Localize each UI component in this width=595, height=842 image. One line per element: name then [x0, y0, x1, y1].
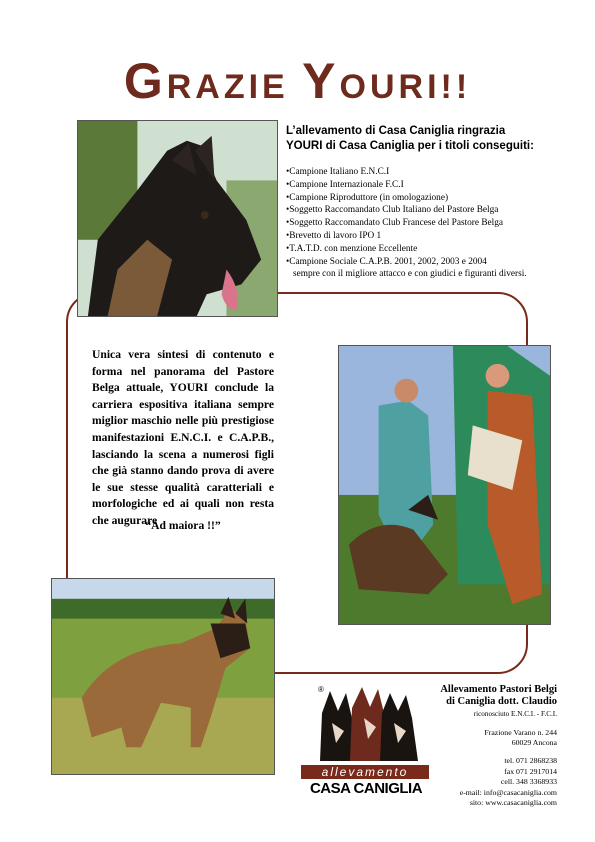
contact-block: [357, 684, 557, 809]
address-line-1: Frazione Varano n. 244: [484, 728, 557, 737]
title-initial-g: G: [123, 53, 167, 109]
list-item: • Brevetto di lavoro IPO 1: [286, 230, 586, 243]
title-initial-y: Y: [302, 53, 340, 109]
list-item: • Soggetto Raccomandato Club Francese del Pastore Belga: [286, 217, 586, 230]
list-item: • Campione Sociale C.A.P.B. 2001, 2002, 2003 e 2004: [286, 256, 586, 269]
intro-line-2: YOURI di Casa Caniglia per i titoli conseguiti:: [286, 140, 534, 152]
titles-list: [286, 166, 586, 281]
dog-head-photo: [77, 120, 278, 317]
phone-number: tel. 071 2868238: [504, 756, 557, 765]
tribute-closing: “Ad maiora !!”: [145, 519, 221, 532]
list-item: • T.A.T.D. con menzione Eccellente: [286, 243, 586, 256]
logo-banner: allevamento: [301, 765, 429, 779]
page-title: [0, 52, 595, 110]
list-item: • Campione Internazionale F.C.I: [286, 179, 586, 192]
list-item: • Campione Riproduttore (in omologazione): [286, 192, 586, 205]
website-link[interactable]: sito: www.casacaniglia.com: [469, 798, 557, 807]
tribute-paragraph: Unica vera sintesi di contenuto e forma nel panorama del Pastore Belga attuale, YOURI conclude la carriera espositiva italiana sempre miglior maschio nelle più prestigiose manifestazioni E.N.C.I. e C.A.P.B., lasciando la scena a numerosi figli che già stanno dando prova di avere le sue stesse qualità caratteriali e morfologiche ed ai quali non resta che augurare: [92, 348, 274, 527]
intro-line-1: L’allevamento di Casa Caniglia ringrazia: [286, 125, 506, 137]
org-name-line-2: di Caniglia dott. Claudio: [446, 696, 557, 707]
email-address[interactable]: e-mail: info@casacaniglia.com: [459, 787, 557, 797]
logo-name: CASA CANIGLIA: [309, 780, 423, 797]
recognition-text: riconosciuto E.N.C.I. - F.C.I.: [473, 710, 557, 718]
handlers-with-dog-photo: [338, 345, 551, 625]
address-line-2: 60029 Ancona: [511, 738, 557, 747]
list-item-continuation: sempre con il migliore attacco e con giudici e figuranti diversi.: [293, 269, 527, 280]
cell-number: cell. 348 3368933: [500, 777, 557, 786]
list-item: • Campione Italiano E.N.C.I: [286, 166, 586, 179]
dog-in-field-photo: [51, 578, 275, 775]
title-word-youri: OURI!!: [339, 68, 472, 106]
intro-text: [286, 124, 576, 154]
title-word-razie: RAZIE: [166, 68, 289, 106]
org-name-line-1: Allevamento Pastori Belgi: [440, 684, 557, 695]
registered-mark: ®: [318, 685, 324, 694]
fax-number: fax 071 2917014: [504, 766, 557, 776]
list-item: • Soggetto Raccomandato Club Italiano del Pastore Belga: [286, 204, 586, 217]
